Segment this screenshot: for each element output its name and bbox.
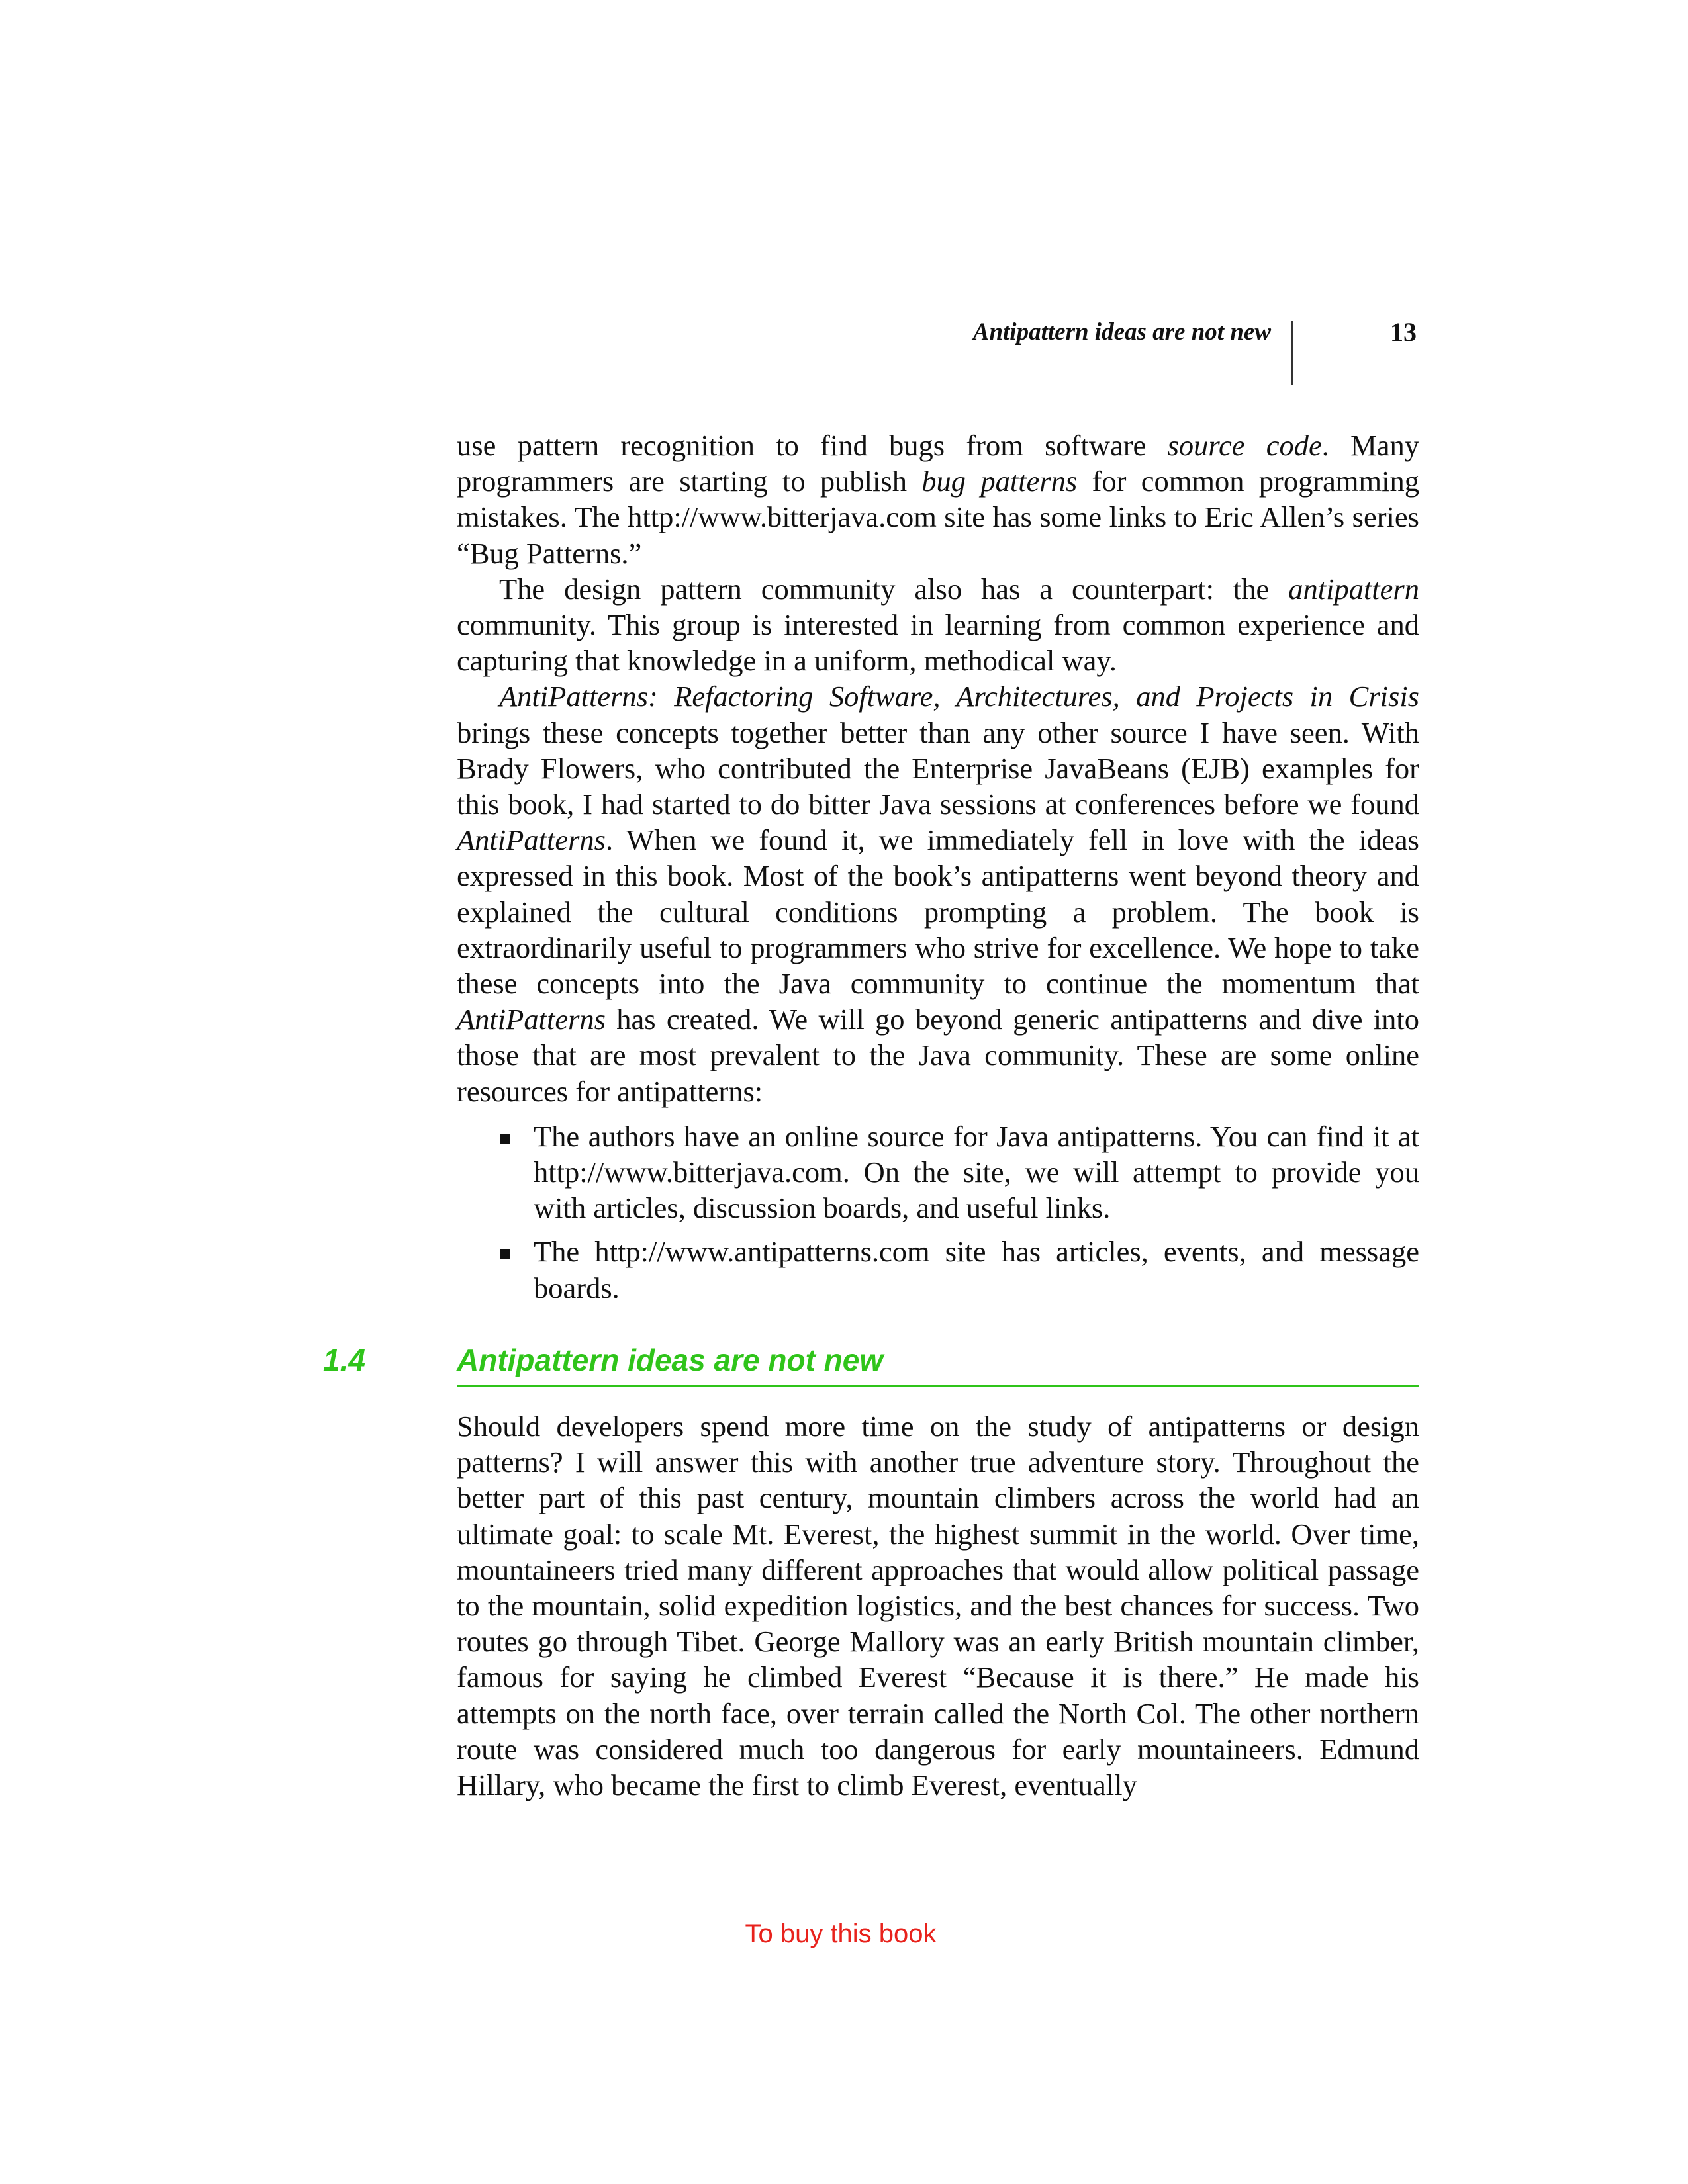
list-item-text: The http://www.antipatterns.com site has articles, events, and message boards. (534, 1235, 1419, 1304)
paragraph-bug-patterns (457, 428, 1419, 571)
text-run: community. This group is interested in learning from common experience and capturing that knowledge in a uniform, methodical way. (457, 608, 1419, 678)
running-header-title: Antipattern ideas are not new (972, 318, 1271, 345)
paragraph-antipatterns-book (457, 678, 1419, 1109)
text-run: for common programming mistakes. The http://www.bitterjava.com site has some links to Eric Allen’s series “Bug Patterns.” (457, 465, 1419, 570)
section-heading-rule (457, 1385, 1419, 1387)
text-run: has created. We will go beyond generic antipatterns and dive into those that are most prevalent to the Java community. These are some online resources for antipatterns: (457, 1003, 1419, 1108)
text-run: . Many programmers are starting to publish (457, 429, 1419, 498)
book-title: AntiPatterns: Refactoring Software, Architectures, and Projects in Crisis (499, 680, 1419, 713)
list-item (457, 1118, 1419, 1226)
emphasis-source-code: source code (1167, 429, 1322, 462)
emphasis-antipattern: antipattern (1288, 572, 1419, 606)
paragraph-everest-story: Should developers spend more time on the study of antipatterns or design patterns? I will answer this with another true adventure story. Throughout the better part of this past century, mountain climbers across the world had an ultimate goal: to scale Mt. Everest, the highest summit in the world. Over time, mountaineers tried many different approaches that would allow political passage to the mountain, solid expedition logistics, and the best chances for success. Two routes go through Tibet. George Mallory was an early British mountain climber, famous for saying he climbed Everest “Because it is there.” He made his attempts on the north face, over terrain called the North Col. The other northern route was considered much too dangerous for early mountaineers. Edmund Hillary, who became the first to climb Everest, eventually (457, 1410, 1419, 1802)
page-number: 13 (1390, 317, 1417, 347)
emphasis-bug-patterns: bug patterns (921, 465, 1078, 498)
section-heading: Antipattern ideas are not new (457, 1343, 884, 1377)
body-text-top (457, 428, 1419, 1314)
square-bullet-icon (500, 1249, 510, 1259)
text-run: brings these concepts together better than any other source I have seen. With Brady Flowers, who contributed the Enterprise JavaBeans (EJB) examples for this book, I had started to do bitter Java sessions at conferences before we found (457, 715, 1419, 821)
resource-list (457, 1118, 1419, 1306)
buy-book-link[interactable]: To buy this book (745, 1919, 937, 1948)
paragraph-antipattern-community (457, 571, 1419, 679)
text-run: use pattern recognition to find bugs from software (457, 429, 1168, 462)
list-item (457, 1234, 1419, 1305)
book-title-short: AntiPatterns (457, 823, 606, 857)
text-run: . When we found it, we immediately fell in love with the ideas expressed in this book. Most of the book’s antipatterns went beyond theory and explained the cultural conditions prompting a problem. The book is extraordinarily useful to programmers who strive for excellence. We hope to take these concepts into the Java community to continue the momentum that (457, 823, 1419, 1001)
header-divider (1291, 321, 1293, 385)
square-bullet-icon (500, 1134, 510, 1144)
list-item-text: The authors have an online source for Java antipatterns. You can find it at http://www.bitterjava.com. On the site, we will attempt to provide you with articles, discussion boards, and useful links. (534, 1119, 1419, 1225)
body-text-section (457, 1408, 1419, 1803)
text-run: The design pattern community also has a counterpart: the (499, 572, 1289, 606)
book-title-short: AntiPatterns (457, 1003, 606, 1036)
section-number: 1.4 (323, 1343, 365, 1377)
